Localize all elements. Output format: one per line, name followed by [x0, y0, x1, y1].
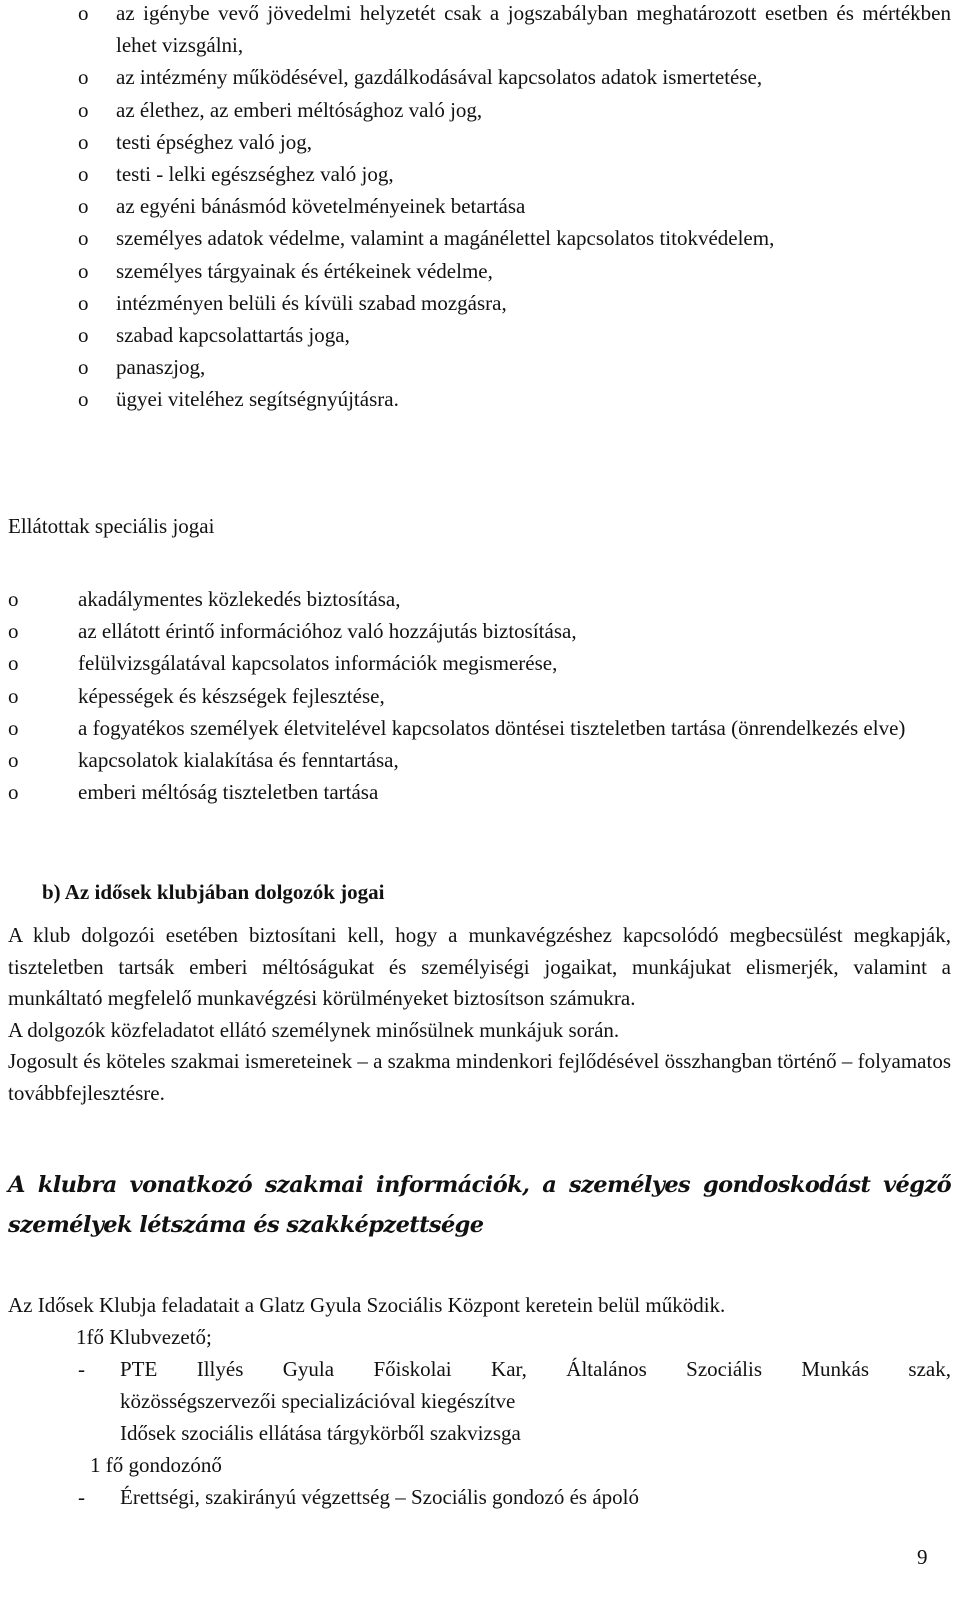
bullet-marker: o: [8, 780, 19, 805]
bullet-marker: o: [8, 619, 19, 644]
bullet-marker: o: [8, 748, 19, 773]
list-item-text: intézményen belüli és kívüli szabad mozgásra,: [116, 290, 507, 315]
list-item: [8, 680, 951, 712]
section-heading-staff: [8, 1165, 951, 1245]
bullet-marker: o: [78, 129, 89, 154]
bullet-marker: o: [78, 65, 89, 90]
heading-line: személyek létszáma és szakképzettsége: [8, 1212, 484, 1238]
list-item-text: képességek és készségek fejlesztése,: [78, 683, 385, 708]
list-item: [78, 190, 951, 222]
list-item: [78, 61, 951, 93]
staff-role-club-leader: 1fő Klubvezető;: [76, 1325, 212, 1349]
bullet-marker: o: [8, 587, 19, 611]
special-rights-intro: Ellátottak speciális jogai: [8, 514, 215, 538]
workers-rights-paragraphs: [8, 920, 951, 1109]
list-item: [78, 94, 951, 126]
list-item-text: szabad kapcsolattartás joga,: [116, 323, 350, 348]
staff-qualification: [8, 1353, 951, 1449]
list-item-text: az ellátott érintő információhoz való hozzájutás biztosítása,: [78, 619, 577, 644]
list-item-text: személyes adatok védelme, valamint a magánélettel kapcsolatos titokvédelem,: [116, 226, 775, 251]
list-item-text: ügyei viteléhez segítségnyújtásra.: [116, 387, 399, 412]
paragraph: Jogosult és köteles szakmai ismereteinek – a szakma mindenkori fejlődésével összhangban történő – folyamatos továbbfejlesztésre.: [8, 1049, 951, 1105]
list-item: [78, 0, 951, 61]
bullet-marker: o: [78, 1, 89, 25]
list-item-text: az intézmény működésével, gazdálkodásával kapcsolatos adatok ismertetése,: [116, 65, 763, 90]
bullet-marker: o: [78, 355, 89, 380]
list-item-text: testi - lelki egészséghez való jog,: [116, 162, 394, 187]
list-item-text: emberi méltóság tiszteletben tartása: [78, 780, 379, 805]
page-number: 9: [917, 1545, 928, 1569]
list-item: [8, 615, 951, 647]
list-item: [78, 255, 951, 287]
staff-intro: Az Idősek Klubja feladatait a Glatz Gyula Szociális Központ keretein belül működik.: [8, 1293, 726, 1317]
list-item: [8, 776, 951, 808]
dash-marker: -: [78, 1357, 85, 1381]
dash-marker: -: [78, 1485, 85, 1509]
qualification-line: Idősek szociális ellátása tárgykörből szakvizsga: [120, 1421, 521, 1445]
bullet-marker: o: [8, 683, 19, 708]
bullet-marker: o: [78, 387, 89, 412]
list-item: [78, 222, 951, 254]
bullet-marker: o: [8, 651, 19, 676]
list-item: [78, 126, 951, 158]
list-item-text: személyes tárgyainak és értékeinek védelme,: [116, 258, 493, 283]
list-item-text: testi épséghez való jog,: [116, 129, 312, 154]
list-item-text: kapcsolatok kialakítása és fenntartása,: [78, 748, 399, 773]
list-item: [8, 583, 951, 615]
qualification-line: közösségszervezői specializációval kiegészítve: [120, 1389, 516, 1413]
section-heading-workers-rights: b) Az idősek klubjában dolgozók jogai: [42, 880, 385, 904]
list-item: [78, 351, 951, 383]
qualification-line: Érettségi, szakirányú végzettség – Szociális gondozó és ápoló: [120, 1485, 640, 1509]
paragraph: A dolgozók közfeladatot ellátó személynek minősülnek munkájuk során.: [8, 1017, 620, 1042]
qualification-line: PTE Illyés Gyula Főiskolai Kar, Általános Szociális Munkás szak,: [120, 1357, 951, 1381]
list-item: [8, 712, 951, 744]
list-item-text: panaszjog,: [116, 355, 206, 380]
bullet-marker: o: [78, 97, 89, 122]
bullet-marker: o: [78, 258, 89, 283]
list-item-text: az élethez, az emberi méltósághoz való jog,: [116, 97, 483, 122]
bullet-marker: o: [78, 323, 89, 348]
special-rights-list: [8, 583, 951, 808]
list-item-text: az igénybe vevő jövedelmi helyzetét csak a jogszabályban meghatározott esetben és mértékben lehet vizsgálni,: [116, 1, 951, 58]
heading-line: A klubra vonatkozó szakmai információk, a személyes gondoskodást végző: [8, 1172, 951, 1198]
staff-qualification: [8, 1481, 951, 1513]
bullet-marker: o: [78, 226, 89, 251]
list-item-text: felülvizsgálatával kapcsolatos információk megismerése,: [78, 651, 558, 676]
list-item: [8, 647, 951, 679]
list-item: [78, 287, 951, 319]
list-item: [8, 744, 951, 776]
list-item-text: a fogyatékos személyek életvitelével kapcsolatos döntései tiszteletben tartása (önrendelkezés elve): [78, 715, 906, 740]
staff-role-carer: 1 fő gondozónő: [90, 1453, 222, 1477]
list-item: [78, 158, 951, 190]
bullet-marker: o: [78, 290, 89, 315]
list-item-text: akadálymentes közlekedés biztosítása,: [78, 587, 401, 611]
staff-section: [8, 1289, 951, 1513]
paragraph: A klub dolgozói esetében biztosítani kell, hogy a munkavégzéshez kapcsolódó megbecsülést megkapják, tiszteletben tartsák emberi méltóságukat és személyiségi jogaikat, munkájukat elismerjék, valamint a munkáltató megfelelő munkavégzési körülményeket biztosítson számukra.: [8, 923, 951, 1010]
list-item: [78, 319, 951, 351]
rights-list-continued: [78, 0, 951, 416]
bullet-marker: o: [78, 194, 89, 219]
list-item: [78, 383, 951, 415]
bullet-marker: o: [78, 162, 89, 187]
list-item-text: az egyéni bánásmód követelményeinek betartása: [116, 194, 526, 219]
bullet-marker: o: [8, 715, 19, 740]
